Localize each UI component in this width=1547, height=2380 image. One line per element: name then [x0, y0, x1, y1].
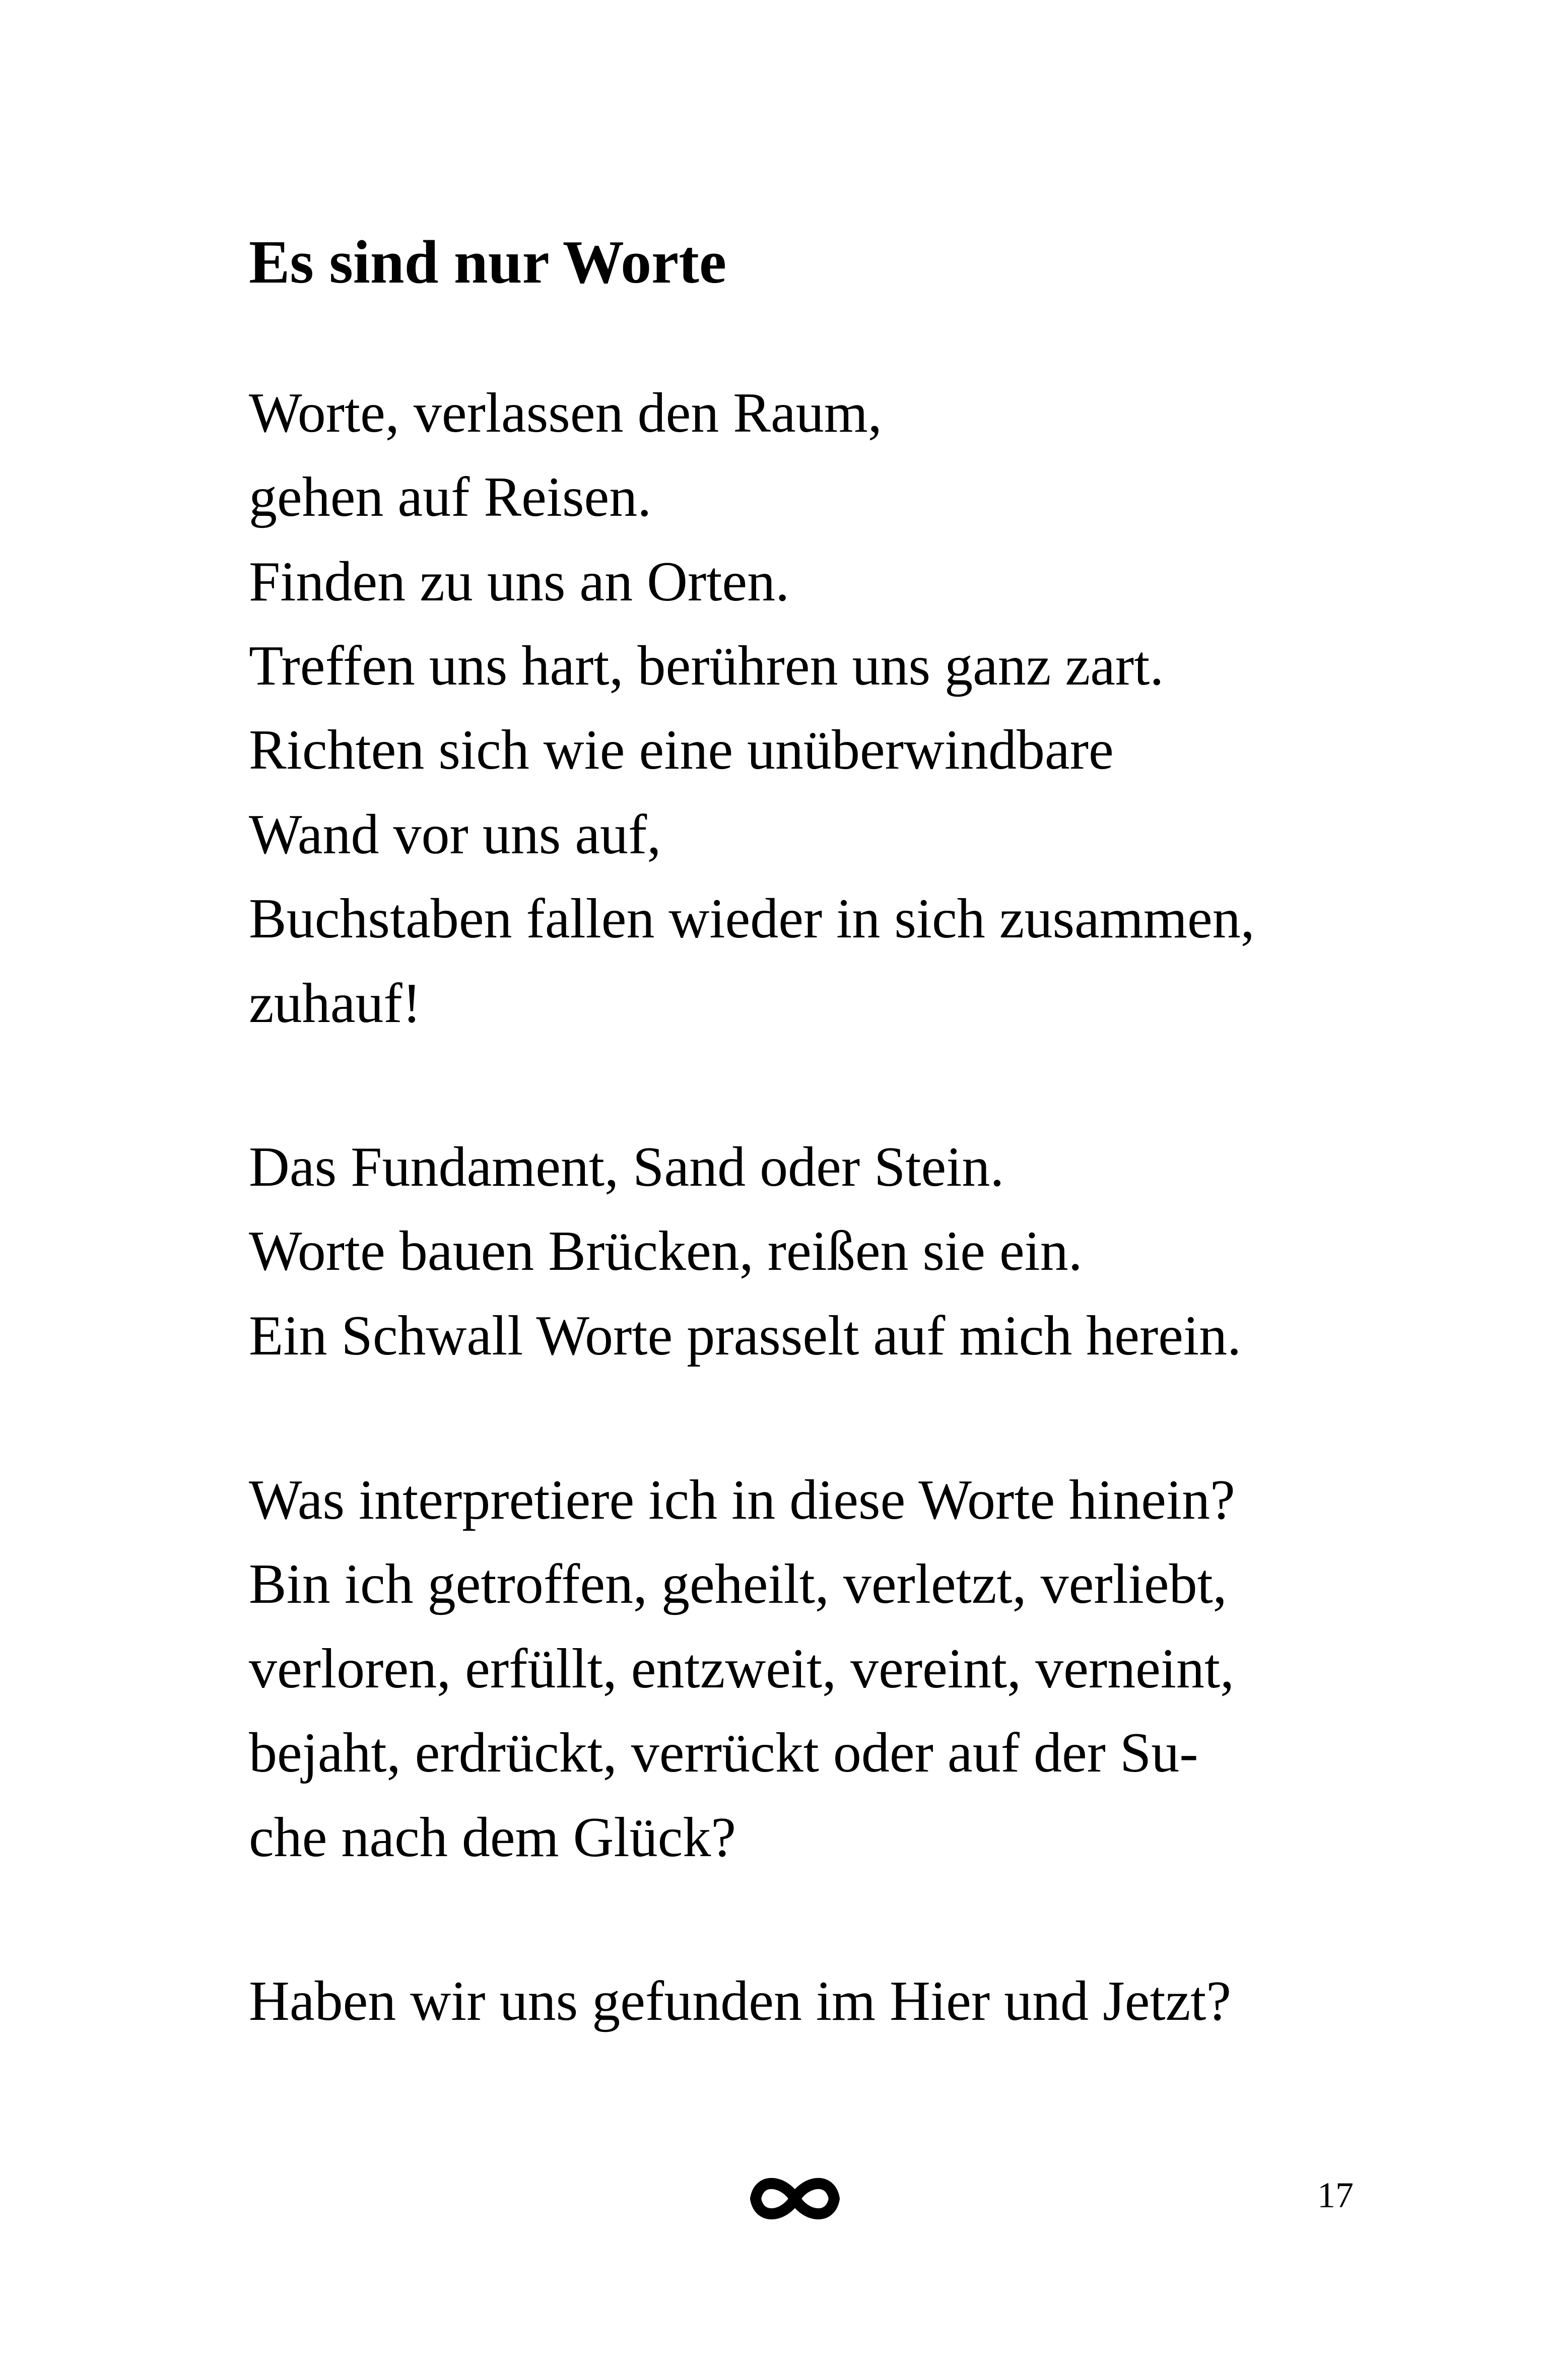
poem-line: Worte, verlassen den Raum, — [249, 382, 882, 444]
poem-line: Das Fundament, Sand oder Stein. — [249, 1136, 1004, 1198]
poem-line: Worte bauen Brücken, reißen sie ein. — [249, 1220, 1083, 1282]
poem-line: Treffen uns hart, berühren uns ganz zart. — [249, 635, 1164, 697]
poem-line: gehen auf Reisen. — [249, 466, 652, 528]
poem-line: Richten sich wie eine unüberwindbare — [249, 719, 1114, 781]
poem-line: Ein Schwall Worte prasselt auf mich herein. — [249, 1305, 1242, 1367]
poem-line: Was interpretiere ich in diese Worte hinein? — [249, 1469, 1235, 1531]
poem-line: Buchstaben fallen wieder in sich zusammen, — [249, 888, 1255, 950]
infinity-icon — [745, 2171, 845, 2226]
poem-line: Bin ich getroffen, geheilt, verletzt, verliebt, — [249, 1553, 1227, 1615]
poem-line: zuhauf! — [249, 972, 422, 1035]
page-number: 17 — [1317, 2175, 1354, 2215]
poem-title: Es sind nur Worte — [249, 228, 727, 296]
poem-line: Haben wir uns gefunden im Hier und Jetzt? — [249, 1970, 1232, 2032]
poem-line: verloren, erfüllt, entzweit, vereint, verneint, — [249, 1638, 1235, 1700]
poem-line: Wand vor uns auf, — [249, 803, 661, 866]
poem-line: bejaht, erdrückt, verrückt oder auf der Su- — [249, 1722, 1198, 1784]
poem-line: che nach dem Glück? — [249, 1806, 736, 1869]
poem-line: Finden zu uns an Orten. — [249, 551, 790, 613]
